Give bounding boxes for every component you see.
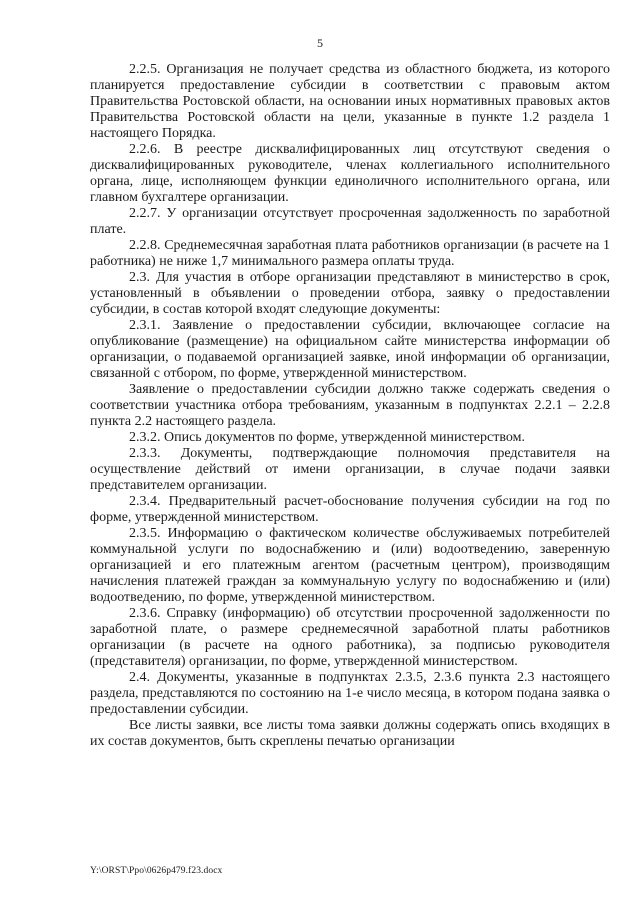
- paragraph-2-3-5: 2.3.5. Информацию о фактическом количестве обслуживаемых потребителей коммунальной услуги по водоснабжению и (или) водоотведению, заверенную организацией и его платежным агентом (расчетным центром), производящим начисления платежей граждан за коммунальную услугу по водоснабжению и (или) водоотведению, по форме, утвержденной министерством.: [90, 526, 610, 605]
- paragraph-2-2-8: 2.2.8. Среднемесячная заработная плата работников организации (в расчете на 1 работника) не ниже 1,7 минимального размера оплаты труда.: [90, 238, 610, 269]
- paragraph-2-2-6: 2.2.6. В реестре дисквалифицированных лиц отсутствуют сведения о дисквалифицированных руководителе, членах коллегиального исполнительного органа, лице, исполняющем функции единоличного исполнительного органа, или главном бухгалтере организации.: [90, 142, 610, 205]
- paragraph-2-3-4: 2.3.4. Предварительный расчет-обоснование получения субсидии на год по форме, утвержденной министерством.: [90, 494, 610, 525]
- paragraph-2-3-2: 2.3.2. Опись документов по форме, утвержденной министерством.: [129, 430, 525, 445]
- paragraph-application-requirements: Заявление о предоставлении субсидии должно также содержать сведения о соответствии участника отбора требованиям, указанным в подпунктах 2.2.1 – 2.2.8 пункта 2.2 настоящего раздела.: [90, 382, 610, 429]
- page-number: 5: [317, 36, 323, 50]
- footer-file-path: Y:\ORST\Ppo\0626p479.f23.docx: [90, 866, 223, 876]
- paragraph-2-2-5: 2.2.5. Организация не получает средства из областного бюджета, из которого планируется предоставление субсидии в соответствии с правовым актом Правительства Ростовской области, на основании иных нормативных правовых актов Правительства Ростовской области на цели, указанные в пункте 1.2 раздела 1 настоящего Порядка.: [90, 62, 610, 141]
- paragraph-sheets-requirements: Все листы заявки, все листы тома заявки должны содержать опись входящих в их состав документов, быть скреплены печатью организации: [90, 718, 610, 749]
- paragraph-2-3-1: 2.3.1. Заявление о предоставлении субсидии, включающее согласие на опубликование (размещение) на официальном сайте министерства информации об организации, о подаваемой организацией заявке, иной информации об организации, связанной с отбором, по форме, утвержденной министерством.: [90, 318, 610, 381]
- paragraph-2-2-7: 2.2.7. У организации отсутствует просроченная задолженность по заработной плате.: [90, 206, 610, 237]
- paragraph-2-3-3: 2.3.3. Документы, подтверждающие полномочия представителя на осуществление действий от имени организации, в случае подачи заявки представителем организации.: [90, 446, 610, 493]
- paragraph-2-3-6: 2.3.6. Справку (информацию) об отсутствии просроченной задолженности по заработной плате, о размере среднемесячной заработной платы работников организации (в расчете на одного работника), за подписью руководителя (представителя) организации, по форме, утвержденной министерством.: [90, 606, 610, 669]
- document-body: [90, 62, 610, 750]
- paragraph-2-4: 2.4. Документы, указанные в подпунктах 2.3.5, 2.3.6 пункта 2.3 настоящего раздела, представляются по состоянию на 1-е число месяца, в котором подана заявка о предоставлении субсидии.: [90, 670, 610, 717]
- paragraph-2-3: 2.3. Для участия в отборе организации представляют в министерство в срок, установленный в объявлении о проведении отбора, заявку о предоставлении субсидии, в состав которой входят следующие документы:: [90, 270, 610, 317]
